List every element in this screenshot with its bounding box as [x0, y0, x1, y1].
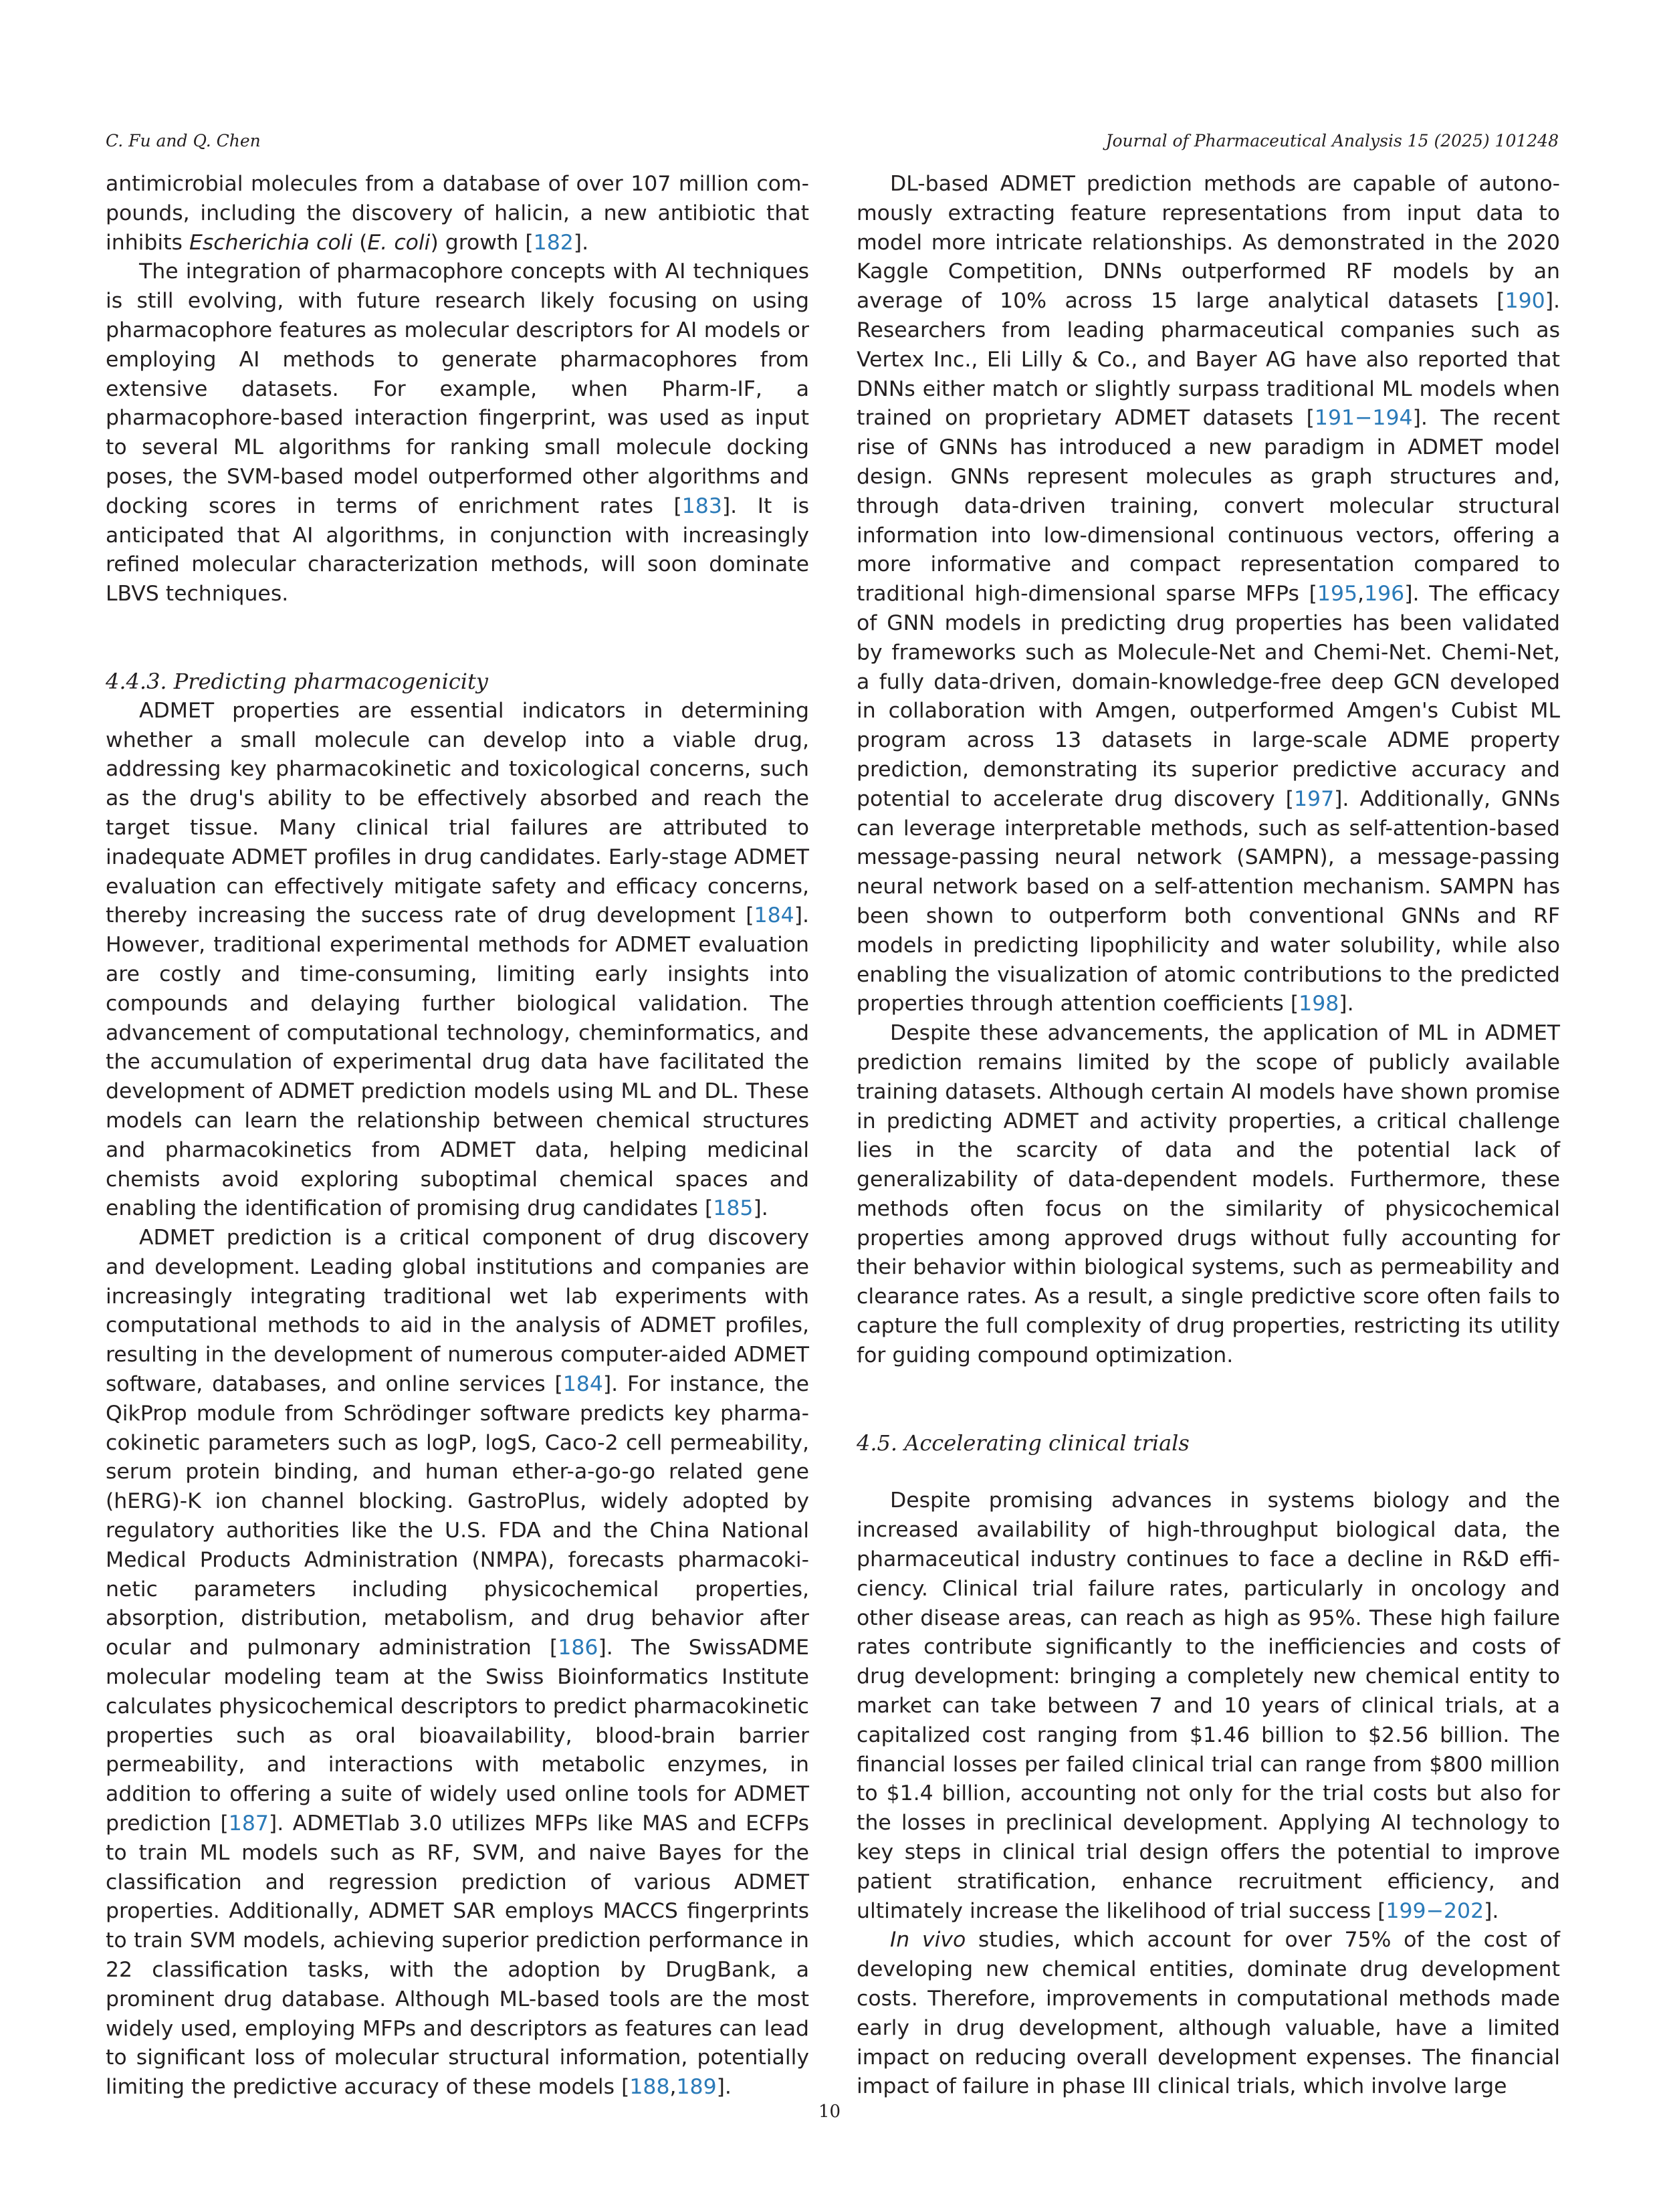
- paragraph: antimicrobial molecules from a database of over 107 million compounds, including the discovery of halicin, a new antibiotic that inhibits Escherichia coli (E. coli) growth [182].: [106, 172, 809, 255]
- citation-link[interactable]: 191−194: [1314, 406, 1413, 431]
- citation-link[interactable]: 183: [681, 493, 722, 518]
- citation-link[interactable]: 196: [1364, 582, 1405, 606]
- section-heading: 4.5. Accelerating clinical trials: [857, 1430, 1190, 1456]
- citation-link[interactable]: 197: [1293, 786, 1335, 811]
- citation-link[interactable]: 184: [754, 903, 794, 928]
- citation-link[interactable]: 189: [676, 2075, 717, 2100]
- paragraph: DL-based ADMET prediction methods are capable of autonomously extracting feature representations from input data to model more intricate relationships. As demonstrated in the 2020 Kaggle Competition, DNNs outperformed RF models by an average of 10% across 15 large analytical datasets [190]. Researchers from leading pharmaceutical companies such as Vertex Inc., Eli Lilly & Co., and Bayer AG have also reported that DNNs either match or slightly surpass traditional ML models when trained on proprietary ADMET datasets [191−194]. The recent rise of GNNs has introduced a new paradigm in ADMET model design. GNNs represent molecules as graph structures and, through data-driven training, convert molecular structural information into low-dimensional continuous vectors, offering a more informative and compact representation compared to traditional high-dimensional sparse MFPs [195,196]. The efficacy of GNN models in predicting drug properties has been validated by frameworks such as Molecule-Net and Chemi-Net. Chemi-Net, a fully data-driven, domain-knowledge-free deep GCN developed in collaboration with Amgen, outperformed Amgen's Cubist ML program across 13 datasets in large-scale ADME property prediction, demonstrating its superior predictive accuracy and potential to accelerate drug discovery [197]. Additionally, GNNs can leverage interpretable methods, such as self-attention-based message-passing neural network (SAMPN), a message-passing neural network based on a self-attention mechanism. SAMPN has been shown to outperform both conventional GNNs and RF models in predicting lipophilicity and water solubility, while also enabling the visualization of atomic contributions to the predicted properties through attention coefficients [198].: [857, 172, 1560, 1016]
- citation-link[interactable]: 185: [713, 1196, 754, 1221]
- citation-link[interactable]: 195: [1317, 582, 1358, 606]
- citation-link[interactable]: 187: [228, 1811, 269, 1836]
- paragraph: Despite promising advances in systems biology and the increased availability of high-throughput biological data, the pharmaceutical industry continues to face a decline in R&D efficiency. Clinical trial failure rates, particularly in oncology and other disease areas, can reach as high as 95%. These high failure rates contribute significantly to the inefficiencies and costs of drug development: bringing a completely new chemical entity to market can take between 7 and 10 years of clinical trials, at a capitalized cost ranging from $1.46 billion to $2.56 billion. The financial losses per failed clinical trial can range from $800 million to $1.4 billion, accounting not only for the trial costs but also for the losses in preclinical development. Applying AI technology to key steps in clinical trial design offers the potential to improve patient stratification, enhance recruitment efficiency, and ultimately increase the likelihood of trial success [199−202].: [857, 1488, 1560, 1923]
- citation-link[interactable]: 184: [562, 1372, 603, 1397]
- paragraph: In vivo studies, which account for over 75% of the cost of developing new chemical entities, dominate drug development costs. Therefore, improvements in computational methods made early in drug development, although valuable, have a limited impact on reducing overall development expenses. The financial impact of failure in phase III clinical trials, which involve large: [857, 1928, 1560, 2099]
- citation-link[interactable]: 190: [1505, 289, 1545, 314]
- citation-link[interactable]: 198: [1299, 992, 1339, 1016]
- section-heading: 4.4.3. Predicting pharmacogenicity: [106, 668, 488, 694]
- left-column: [106, 170, 809, 2102]
- paragraph: ADMET properties are essential indicators in determining whether a small molecule can develop into a viable drug, addressing key pharmacokinetic and toxicological concerns, such as the drug's ability to be effectively absorbed and reach the target tissue. Many clinical trial failures are attributed to inadequate ADMET profiles in drug candidates. Early-stage ADMET evaluation can effectively mitigate safety and efficacy concerns, thereby increasing the success rate of drug development [184]. However, traditional experimental methods for ADMET evaluation are costly and time-consuming, limiting early insights into compounds and delaying further biological validation. The advancement of computational technology, cheminformatics, and the accumulation of experimental drug data have facilitated the development of ADMET prediction models using ML and DL. These models can learn the relationship between chemical structures and pharmacokinetics from ADMET data, helping medicinal chemists avoid exploring suboptimal chemical spaces and enabling the identification of promising drug candidates [185].: [106, 698, 809, 1221]
- citation-link[interactable]: 182: [533, 230, 574, 255]
- citation-link[interactable]: 188: [629, 2075, 670, 2100]
- running-head-journal: Journal of Pharmaceutical Analysis 15 (2025) 101248: [1105, 131, 1559, 150]
- right-column: [857, 170, 1560, 2102]
- paragraph: The integration of pharmacophore concepts with AI techniques is still evolving, with future research likely focusing on using pharmacophore features as molecular descriptors for AI models or employing AI methods to generate pharmacophores from extensive datasets. For example, when Pharm-IF, a pharmacophore-based interaction fingerprint, was used as input to several ML algorithms for ranking small molecule docking poses, the SVM-based model outperformed other algorithms and docking scores in terms of enrichment rates [183]. It is anticipated that AI algorithms, in conjunction with increasingly refined molecular characterization methods, will soon dominate LBVS techniques.: [106, 259, 809, 606]
- citation-link[interactable]: 199−202: [1386, 1898, 1484, 1923]
- citation-link[interactable]: 186: [558, 1636, 598, 1660]
- paragraph: Despite these advancements, the application of ML in ADMET prediction remains limited by the scope of publicly available training datasets. Although certain AI models have shown promise in predicting ADMET and activity properties, a critical challenge lies in the scarcity of data and the potential lack of generalizability of data-dependent models. Furthermore, these methods often focus on the similarity of physicochemical properties among approved drugs without fully accounting for their behavior within biological systems, such as permeability and clearance rates. As a result, a single predictive score often fails to capture the full complexity of drug properties, restricting its utility for guiding compound optimization.: [857, 1021, 1560, 1367]
- page-number: 10: [818, 2102, 841, 2122]
- running-head-authors: C. Fu and Q. Chen: [106, 131, 261, 150]
- paragraph: ADMET prediction is a critical component of drug discovery and development. Leading global institutions and companies are increasingly integrating traditional wet lab experiments with computational methods to aid in the analysis of ADMET profiles, resulting in the development of numerous computer-aided ADMET software, databases, and online services [184]. For instance, the QikProp module from Schrödinger software predicts key pharmacokinetic parameters such as logP, logS, Caco-2 cell permeability, serum protein binding, and human ether-a-go-go related gene (hERG)-K ion channel blocking. GastroPlus, widely adopted by regulatory authorities like the U.S. FDA and the China National Medical Products Administration (NMPA), forecasts pharmacokinetic parameters including physicochemical properties, absorption, distribution, metabolism, and drug behavior after ocular and pulmonary administration [186]. The SwissADME molecular modeling team at the Swiss Bioinformatics Institute calculates physicochemical descriptors to predict pharmacokinetic properties such as oral bioavailability, blood-brain barrier permeability, and interactions with metabolic enzymes, in addition to offering a suite of widely used online tools for ADMET prediction [187]. ADMETlab 3.0 utilizes MFPs like MAS and ECFPs to train ML models such as RF, SVM, and naive Bayes for the classification and regression prediction of various ADMET properties. Additionally, ADMET SAR employs MACCS fingerprints to train SVM models, achieving superior prediction performance in 22 classification tasks, with the adoption by DrugBank, a prominent drug database. Although ML-based tools are the most widely used, employing MFPs and descriptors as features can lead to significant loss of molecular structural information, potentially limiting the predictive accuracy of these models [188,189].: [106, 1226, 809, 2100]
